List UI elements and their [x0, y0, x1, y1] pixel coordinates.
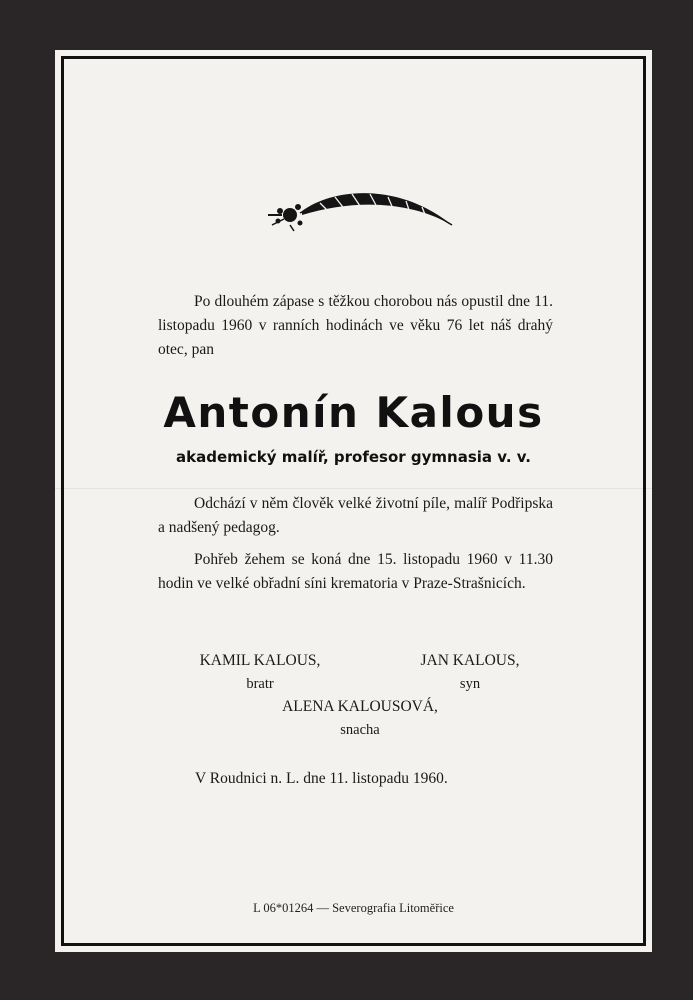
deceased-name: Antonín Kalous: [163, 388, 544, 437]
mourner-name: JAN KALOUS,: [420, 652, 520, 669]
place-and-date: V Roudnici n. L. dne 11. listopadu 1960.: [195, 770, 448, 787]
paper-fold: [55, 488, 652, 489]
printer-imprint: L 06*01264 — Severografia Litoměřice: [253, 901, 454, 915]
mourner-relation: snacha: [340, 722, 380, 738]
mourner-brother: [185, 652, 335, 693]
mourner-relation: bratr: [246, 676, 274, 692]
funeral-paragraph: Pohřeb žehem se koná dne 15. listopadu 1960 v 11.30 hodin ve velké obřadní síni krematoria v Praze-Strašnicích.: [158, 551, 553, 592]
mourner-name: KAMIL KALOUS,: [199, 652, 321, 669]
mourner-name: ALENA KALOUSOVÁ,: [282, 698, 438, 715]
deceased-title: akademický malíř, profesor gymnasia v. v.: [176, 448, 531, 466]
intro-paragraph: Po dlouhém zápase s těžkou chorobou nás opustil dne 11. listopadu 1960 v ranních hodinách ve věku 76 let náš drahý otec, pan: [158, 293, 553, 358]
tribute-paragraph: Odchází v něm člověk velké životní píle, malíř Podřipska a nadšený pedagog.: [158, 495, 553, 536]
obituary-sheet: [55, 50, 652, 952]
mourner-son: [405, 652, 535, 693]
feather-icon: [260, 185, 460, 235]
mourner-daughter-in-law: [270, 698, 450, 739]
mourner-relation: syn: [459, 676, 481, 692]
